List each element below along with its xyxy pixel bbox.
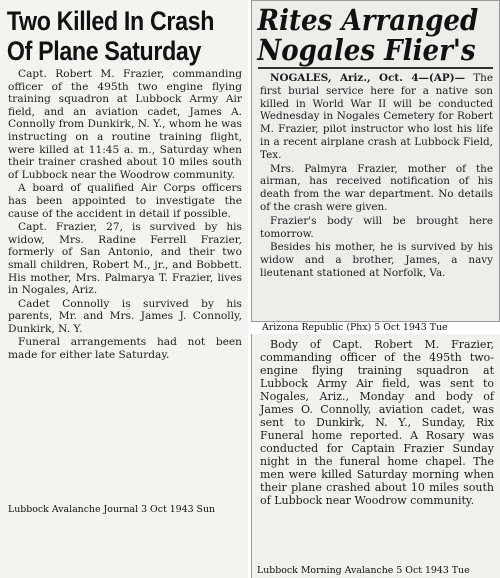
source-caption-left: Lubbock Avalanche Journal 3 Oct 1943 Sun — [8, 504, 216, 515]
article-paragraph: Frazier's body will be brought here tomorrow. — [260, 214, 493, 240]
article-paragraph: Besides his mother, he is survived by his widow and a brother, James, a navy lieutenant stationed at Norfolk, Va. — [260, 241, 493, 279]
article-paragraph: Capt. Frazier, 27, is survived by his widow, Mrs. Radine Ferrell Frazier, formerly of San Antonio, and their two small children, Robert M., jr., and Bobbett. His mother, Mrs. Palmarya T. Frazier, lives in Nogales, Ariz. — [8, 221, 242, 297]
headline-two-killed: Two Killed In Crash Of Plane Saturday — [6, 6, 215, 66]
clipping-lubbock-avalanche-journal — [0, 0, 248, 578]
dateline: NOGALES, Ariz., Oct. 4—(AP)— — [270, 72, 466, 84]
headline-rites-arranged: Rites Arranged Nogales Flier's — [257, 3, 479, 67]
clipping-lubbock-morning-avalanche — [251, 334, 500, 578]
article-body-left — [0, 68, 248, 362]
article-paragraph: Capt. Robert M. Frazier, commanding officer of the 495th two engine flying training squadron at Lubbock Army Air field, and an aviation cadet, James A. Connolly from Dunkirk, N. Y., whom he was instructing on a routine training flight, were killed at 11:45 a. m., Saturday when their trainer crashed about 10 miles south of Lubbock near the Woodrow community. — [8, 68, 242, 181]
article-paragraph-text: The first burial service here for a native son killed in World War II will be conducted Wednesday in Nogales Cemetery for Robert M. Frazier, pilot instructor who lost his life in a recent airplane crash at Lubbock Field, Tex. — [260, 72, 493, 161]
source-caption-right-bottom: Lubbock Morning Avalanche 5 Oct 1943 Tue — [257, 565, 470, 576]
clipping-arizona-republic — [251, 0, 500, 322]
source-caption-right-top: Arizona Republic (Phx) 5 Oct 1943 Tue — [262, 322, 448, 333]
article-body-right-top — [252, 72, 499, 280]
article-paragraph: Cadet Connolly is survived by his parents, Mr. and Mrs. James J. Connolly, Dunkirk, N. Y. — [8, 297, 242, 335]
article-paragraph: Funeral arrangements had not been made for either late Saturday. — [8, 336, 242, 362]
article-body-right-bottom — [252, 334, 500, 507]
article-paragraph — [260, 72, 493, 162]
article-paragraph: Body of Capt. Robert M. Frazier, commanding officer of the 495th two-engine flying training squadron at Lubbock Army Air field, was sent to Nogales, Ariz., Monday and body of James O. Connolly, aviation cadet, was sent to Dunkirk, N. Y., Sunday, Rix Funeral home reported. A Rosary was conducted for Captain Frazier Sunday night in the funeral home chapel. The men were killed Saturday morning when their plane crashed about 10 miles south of Lubbock near Woodrow community. — [260, 338, 494, 507]
headline-rule — [258, 67, 493, 69]
article-paragraph: Mrs. Palmyra Frazier, mother of the airman, has received notification of his death from the war department. No details of the crash were given. — [260, 162, 493, 213]
article-paragraph: A board of qualified Air Corps officers has been appointed to investigate the cause of the accident in detail if possible. — [8, 182, 242, 220]
